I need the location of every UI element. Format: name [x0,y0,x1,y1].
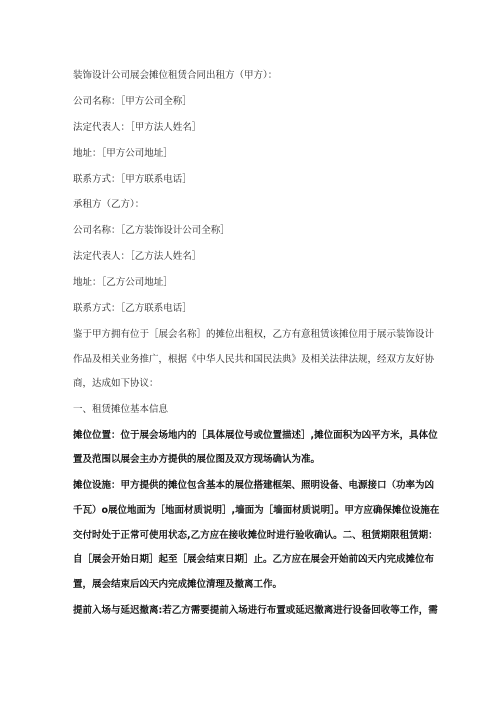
preamble-line: 商，达成如下协议： [73,378,159,390]
section-1-title: 一、租赁摊位基本信息 [73,403,169,415]
contract-document [73,66,440,625]
party-a-contact: 联系方式：［甲方联系电话］ [73,173,192,185]
facilities-line: 交付时处于正常可使用状态,乙方应在接收摊位时进行验收确认。二、租赁期限租赁期： [73,529,438,541]
facilities-paragraph [73,476,440,600]
preamble-paragraph [73,325,435,400]
location-line: 摊位位置：位于展会场地内的［具体展位号或位置描述］,摊位面积为凶平方米，具体位 [73,429,438,441]
location-line: 置及范围以展会主办方提供的展位图及双方现场确认为准。 [73,454,321,466]
facilities-line: 自［展会开始日期］起至［展会结束日期］止。乙方应在展会开始前凶天内完成摊位布 [73,554,435,566]
location-paragraph [73,426,438,476]
preamble-line: 作品及相关业务推广，根据《中华人民共和国民法典》及相关法律法规，经双方友好协 [73,353,435,365]
party-a-representative: 法定代表人：［甲方法人姓名］ [73,121,202,133]
party-b-address: 地址：［乙方公司地址］ [73,277,173,289]
facilities-line: 摊位设施：甲方提供的摊位包含基本的展位搭建框架、照明设备、电源接口（功率为凶 [73,480,435,492]
facilities-line: 置，展会结束后凶天内完成摊位清理及撤离工作。 [73,578,283,590]
party-a-address: 地址：［甲方公司地址］ [73,147,173,159]
party-a-company: 公司名称：［甲方公司全称］ [73,95,192,107]
facilities-line: 千瓦）o展位地面为［地面材质说明］,墙面为［墙面材质说明］。甲方应确保摊位设施在 [73,504,440,516]
early-entry-line: 提前入场与延迟撤离:若乙方需要提前入场进行布置或延迟撤离进行设备回收等工作，需 [73,604,438,616]
party-b-company: 公司名称：［乙方装饰设计公司全称］ [73,225,230,237]
party-b-header: 承租方（乙方）： [73,199,145,211]
preamble-line: 鉴于甲方拥有位于［展会名称］的摊位出租权，乙方有意租赁该摊位用于展示装饰设计 [73,328,435,340]
party-b-contact: 联系方式：［乙方联系电话］ [73,303,192,315]
contract-title: 装饰设计公司展会摊位租赁合同出租方（甲方）： [73,70,278,81]
party-b-representative: 法定代表人：［乙方法人姓名］ [73,251,202,263]
early-entry-paragraph [73,601,438,626]
